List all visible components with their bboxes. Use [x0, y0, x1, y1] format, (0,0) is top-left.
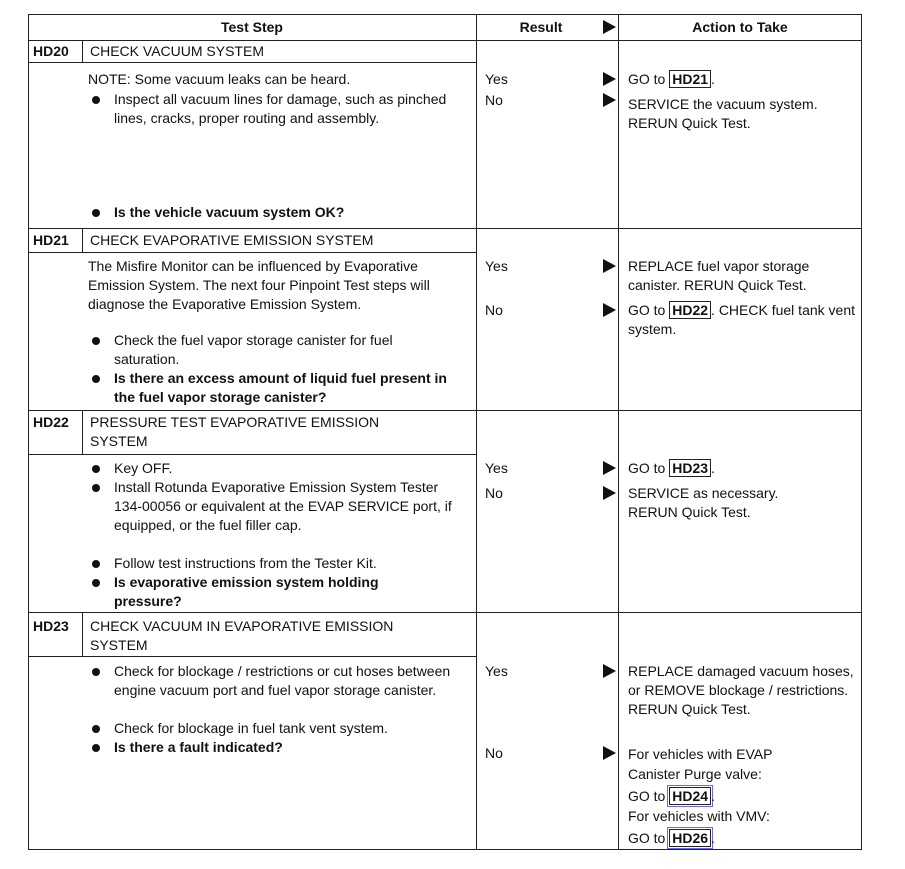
step-note: The Misfire Monitor can be influenced by Evaporative Emission System. The next four Pinpoint Test steps will diagnose the Evaporative Emission System.	[88, 258, 430, 312]
step-bullet: Inspect all vacuum lines for damage, such as pinched lines, cracks, proper routing and assembly.	[88, 90, 454, 128]
result-yes: Yes	[485, 663, 508, 679]
no-action	[628, 301, 858, 339]
arrow-icon	[603, 461, 616, 475]
step-question: Is the vehicle vacuum system OK?	[88, 203, 474, 222]
header-result: Result	[519, 19, 563, 35]
arrow-icon	[603, 93, 616, 107]
header-test-step: Test Step	[221, 19, 283, 35]
yes-action	[628, 70, 715, 89]
action-text: GO to	[628, 71, 666, 87]
arrow-icon	[603, 72, 616, 86]
result-no: No	[485, 302, 503, 318]
yes-action: REPLACE fuel vapor storage canister. RERUN Quick Test.	[628, 258, 810, 293]
step-question: Is there a fault indicated?	[88, 738, 454, 757]
result-yes: Yes	[485, 460, 508, 476]
step-reference-link[interactable]: HD24	[669, 787, 711, 805]
action-text: GO to	[628, 788, 666, 804]
step-bullet: Check for blockage / restrictions or cut hoses between engine vacuum port and fuel vapor storage canister.	[88, 662, 459, 700]
arrow-icon	[603, 486, 616, 500]
arrow-icon	[603, 664, 616, 678]
step-bullet: Check for blockage in fuel tank vent system.	[88, 719, 474, 738]
step-title: PRESSURE TEST EVAPORATIVE EMISSION SYSTEM	[90, 414, 380, 449]
step-question: Is evaporative emission system holding pressure?	[88, 573, 434, 611]
step-bullet: Follow test instructions from the Tester Kit.	[88, 554, 464, 573]
step-id: HD21	[33, 232, 69, 248]
step-note: NOTE: Some vacuum leaks can be heard.	[88, 71, 351, 87]
result-no: No	[485, 485, 503, 501]
step-title: CHECK EVAPORATIVE EMISSION SYSTEM	[90, 232, 374, 248]
action-text: .	[711, 460, 715, 476]
no-action: SERVICE as necessary. RERUN Quick Test.	[628, 485, 779, 520]
step-title: CHECK VACUUM SYSTEM	[90, 43, 264, 59]
result-no: No	[485, 92, 503, 108]
action-text: .	[711, 71, 715, 87]
yes-action	[628, 459, 715, 478]
step-reference-link[interactable]: HD22	[669, 301, 711, 319]
action-text: . CHECK fuel tank vent system.	[628, 302, 855, 337]
step-reference-link[interactable]: HD23	[669, 459, 711, 477]
arrow-icon	[603, 303, 616, 317]
no-action	[628, 744, 818, 848]
header-action: Action to Take	[692, 19, 788, 35]
result-yes: Yes	[485, 71, 508, 87]
arrow-icon	[603, 259, 616, 273]
step-id: HD20	[33, 43, 69, 59]
no-action: SERVICE the vacuum system. RERUN Quick Test.	[628, 96, 818, 131]
step-id: HD22	[33, 414, 69, 430]
step-title: CHECK VACUUM IN EVAPORATIVE EMISSION SYSTEM	[90, 618, 394, 653]
step-reference-link[interactable]: HD26	[669, 829, 711, 847]
action-text: GO to	[628, 302, 666, 318]
step-bullet: Install Rotunda Evaporative Emission System Tester 134-00056 or equivalent at the EVAP SERVICE port, if equipped, or the fuel filler cap.	[88, 478, 454, 535]
step-id: HD23	[33, 618, 69, 634]
step-reference-link[interactable]: HD21	[669, 70, 711, 88]
action-text: .	[711, 788, 715, 804]
arrow-icon	[603, 746, 616, 760]
yes-action: REPLACE damaged vacuum hoses, or REMOVE blockage / restrictions. RERUN Quick Test.	[628, 663, 854, 717]
step-bullet: Check the fuel vapor storage canister for fuel saturation.	[88, 331, 454, 369]
step-bullet: Key OFF.	[88, 459, 464, 478]
action-text: For vehicles with EVAP Canister Purge valve:	[628, 746, 773, 782]
result-yes: Yes	[485, 258, 508, 274]
step-question: Is there an excess amount of liquid fuel present in the fuel vapor storage canister?	[88, 369, 459, 407]
action-text: .	[711, 830, 715, 846]
action-text: GO to	[628, 460, 666, 476]
result-no: No	[485, 745, 503, 761]
action-text: For vehicles with VMV:	[628, 808, 770, 824]
action-text: GO to	[628, 830, 666, 846]
arrow-icon	[603, 20, 616, 34]
